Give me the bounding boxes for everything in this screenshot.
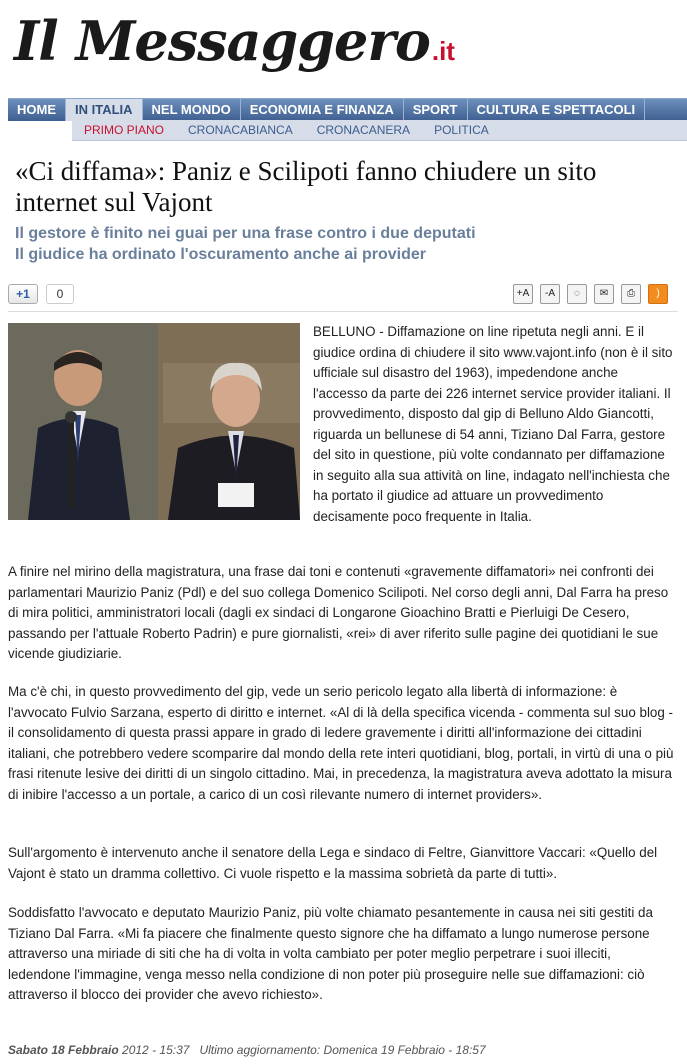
updated-label: Ultimo aggiornamento: — [199, 1043, 321, 1057]
nav-item-home[interactable]: HOME — [8, 99, 66, 121]
nav-item-nel-mondo[interactable]: NEL MONDO — [143, 99, 241, 121]
comments-icon[interactable]: ◌ — [567, 284, 587, 304]
article-paragraph: Soddisfatto l'avvocato e deputato Maurizio Paniz, più volte chiamato pesantemente in causa nei siti gestiti da Tiziano Dal Farra. «Mi fa piacere che finalmente questo signore che ha diffamato a lungo numerose persone attraverso una miriade di siti che ha di volta in volta cambiato per poter meglio perpetrare i suoi illeciti, ledendone l'immagine, venga messo nella condizione di non poter più proseguire nelle sue diffamazioni: ciò attraverso il blocco dei provider che avevo richiesto». — [8, 905, 653, 1002]
nav-item-economia-finanza[interactable]: ECONOMIA E FINANZA — [241, 99, 404, 121]
main-nav — [8, 98, 687, 121]
subnav-item-politica[interactable]: POLITICA — [434, 123, 489, 137]
article-paragraph: Ma c'è chi, in questo provvedimento del gip, vede un serio pericolo legato alla libertà di informazione: è l'avvocato Fulvio Sarzana, esperto di diritto e internet. «Al di là della specifica vicenda - commenta sul suo blog - il consolidamento di questa prassi appare in grado di ledere gravemente i diritti all'informazione dei cittadini italiani, che potrebbero vedere scomparire dal mondo della rete interi quotidiani, blog, portali, in virtù di una o più frasi ritenute lesive dei diritti di un singolo cittadino. Mai, in precedenza, la magistratura aveva adottato la misura di inibire l'accesso a un portale, a carico di un così rilevante numero di internet providers». — [8, 684, 674, 802]
publish-day: Sabato 18 Febbraio — [8, 1043, 119, 1057]
site-logo[interactable] — [14, 4, 455, 78]
text-larger-icon[interactable]: +A — [513, 284, 533, 304]
article-photo — [8, 323, 300, 520]
subtitle-line: Il gestore è finito nei guai per una frase contro i due deputati — [15, 225, 476, 242]
google-plusone-button[interactable]: +1 — [8, 284, 38, 304]
article-lead: BELLUNO - Diffamazione on line ripetuta negli anni. E il giudice ordina di chiudere il sito www.vajont.info (non è il sito ufficiale sul disastro del 1963), impedendone anche l'accesso da parte dei 226 internet service provider italiani. Il provvedimento, disposto dal gip di Belluno Aldo Giancotti, riguarda un bellunese di 54 anni, Tiziano Dal Farra, gestore del sito in questione, più volte condannato per diffamazione in seguito alla sua attività on line, indagato nell'inchiesta che ha portato il giudice ad attuare un provvedimento decisamente poco frequente in Italia. — [313, 324, 673, 524]
updated-time: - 18:57 — [444, 1043, 486, 1057]
article-paragraph: A finire nel mirino della magistratura, una frase dai toni e contenuti «gravemente diffamatori» nei confronti dei parlamentari Maurizio Paniz (Pdl) e del suo collega Domenico Scilipoti. Nel corso degli anni, Dal Farra ha preso di mira politici, amministratori locali (dagli ex sindaci di Longarone Gioachino Bratti e Pierluigi De Cesero, passando per l'attuale Roberto Padrin) e pure giornalisti, «rei» di aver riferito sulle pagine dei quotidiani le sue vicende giudiziarie. — [8, 564, 669, 661]
print-icon[interactable]: ⎙ — [621, 284, 641, 304]
subnav-item-cronacanera[interactable]: CRONACANERA — [316, 123, 411, 137]
nav-item-sport[interactable]: SPORT — [404, 99, 468, 121]
rss-icon[interactable]: ) — [648, 284, 668, 304]
sub-nav — [72, 120, 687, 141]
publish-time: 2012 - 15:37 — [118, 1043, 190, 1057]
plusone-count: 0 — [46, 284, 74, 304]
subtitle-line: Il giudice ha ordinato l'oscuramento anche ai provider — [15, 246, 426, 263]
article-dateline — [8, 1043, 486, 1057]
nav-item-in-italia[interactable]: IN ITALIA — [66, 99, 143, 121]
subnav-item-primo-piano[interactable]: PRIMO PIANO — [84, 123, 165, 137]
nav-item-cultura-spettacoli[interactable]: CULTURA E SPETTACOLI — [468, 99, 646, 121]
toolbar-divider — [8, 311, 678, 312]
updated-day: Domenica 19 Febbraio — [323, 1043, 445, 1057]
article-title: «Ci diffama»: Paniz e Scilipoti fanno chiudere un sito internet sul Vajont — [15, 156, 597, 217]
email-icon[interactable]: ✉ — [594, 284, 614, 304]
article-tools — [506, 284, 668, 304]
text-smaller-icon[interactable]: -A — [540, 284, 560, 304]
photo-illustration — [8, 323, 300, 520]
subnav-item-cronacabianca[interactable]: CRONACABIANCA — [188, 123, 293, 137]
article-paragraph: Sull'argomento è intervenuto anche il senatore della Lega e sindaco di Feltre, Gianvittore Vaccari: «Quello del Vajont è stato un dramma collettivo. Ci vuole rispetto e la massima sobrietà da parte di tutti». — [8, 845, 658, 881]
article-toolbar — [8, 282, 668, 306]
logo-name: Il Messaggero — [14, 9, 430, 73]
article-subtitle — [15, 223, 675, 265]
logo-tld: .it — [431, 36, 455, 66]
